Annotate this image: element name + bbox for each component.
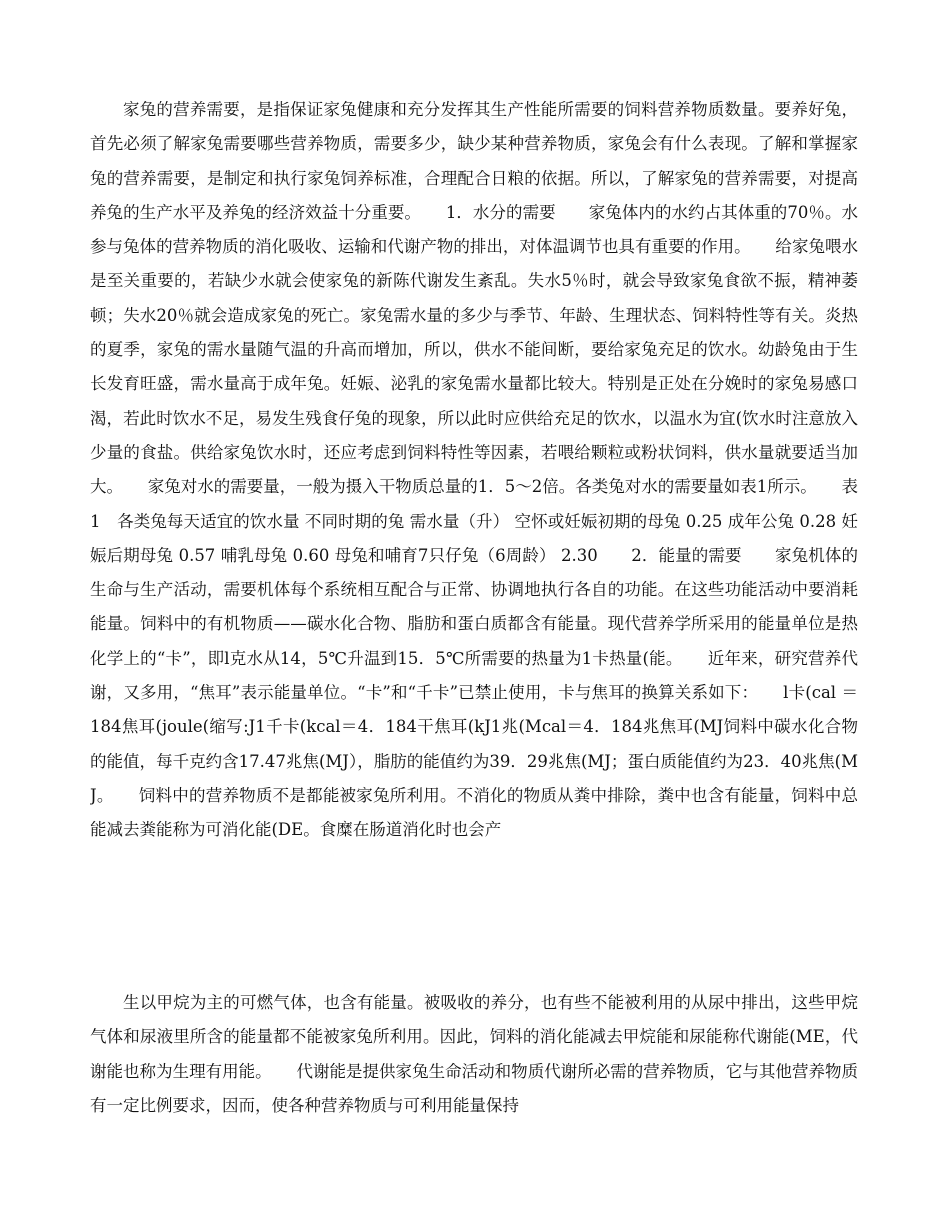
paragraph-continued: 生以甲烷为主的可燃气体，也含有能量。被吸收的养分，也有些不能被利用的从尿中排出，这些甲烷气体和尿液里所含的能量都不能被家兔所利用。因此，饲料的消化能减去甲烷能和尿能称代谢能(ME，代谢能也称为生理有用能。 代谢能是提供家兔生命活动和物质代谢所必需的营养物质，它与其他营养物质有一定比例要求，因而，使各种营养物质与可利用能量保持 [90,993,858,1115]
paragraph-main: 家兔的营养需要，是指保证家兔健康和充分发挥其生产性能所需要的饲料营养物质数量。要养好兔，首先必须了解家兔需要哪些营养物质，需要多少，缺少某种营养物质，家兔会有什么表现。了解和掌握家兔的营养需要，是制定和执行家兔饲养标准，合理配合日粮的依据。所以，了解家兔的营养需要，对提高养兔的生产水平及养兔的经济效益十分重要。 1．水分的需要 家兔体内的水约占其体重的70％。水参与兔体的营养物质的消化吸收、运输和代谢产物的排出，对体温调节也具有重要的作用。 给家兔喂水是至关重要的，若缺少水就会使家兔的新陈代谢发生紊乱。失水5％时，就会导致家兔食欲不振，精神萎顿；失水20％就会造成家兔的死亡。家兔需水量的多少与季节、年龄、生理状态、饲料特性等有关。炎热的夏季，家兔的需水量随气温的升高而增加，所以，供水不能间断，要给家兔充足的饮水。幼龄兔由于生长发育旺盛，需水量高于成年兔。妊娠、泌乳的家兔需水量都比较大。特别是正处在分娩时的家兔易感口渴，若此时饮水不足，易发生残食仔兔的现象，所以此时应供给充足的饮水，以温水为宜(饮水时注意放入少量的食盐。供给家兔饮水时，还应考虑到饲料特性等因素，若喂给颗粒或粉状饲料，供水量就要适当加大。 家兔对水的需要量，一般为摄入干物质总量的1．5～2倍。各类兔对水的需要量如表1所示。 表1 各类兔每天适宜的饮水量 不同时期的兔 需水量（升） 空怀或妊娠初期的母兔 0.25 成年公兔 0.28 妊娠后期母兔 0.57 哺乳母兔 0.60 母兔和哺育7只仔兔（6周龄） 2.30 2．能量的需要 家兔机体的生命与生产活动，需要机体每个系统相互配合与正常、协调地执行各自的功能。在这些功能活动中要消耗能量。饲料中的有机物质——碳水化合物、脂肪和蛋白质都含有能量。现代营养学所采用的能量单位是热化学上的“卡”，即l克水从14，5℃升温到15．5℃所需要的热量为1卡热量(能。 近年来，研究营养代谢，又多用，“焦耳”表示能量单位。“卡”和“千卡”已禁止使用，卡与焦耳的换算关系如下： l卡(cal ＝184焦耳(joule(缩写:J1千卡(kcal＝4．184干焦耳(kJ1兆(Mcal＝4．184兆焦耳(MJ饲料中碳水化合物的能值，每千克约含17.47兆焦(MJ），脂肪的能值约为39．29兆焦(MJ；蛋白质能值约为23．40兆焦(MJ。 饲料中的营养物质不是都能被家兔所利用。不消化的物质从粪中排除，粪中也含有能量，饲料中总能减去粪能称为可消化能(DE。食糜在肠道消化时也会产 [90,100,858,840]
